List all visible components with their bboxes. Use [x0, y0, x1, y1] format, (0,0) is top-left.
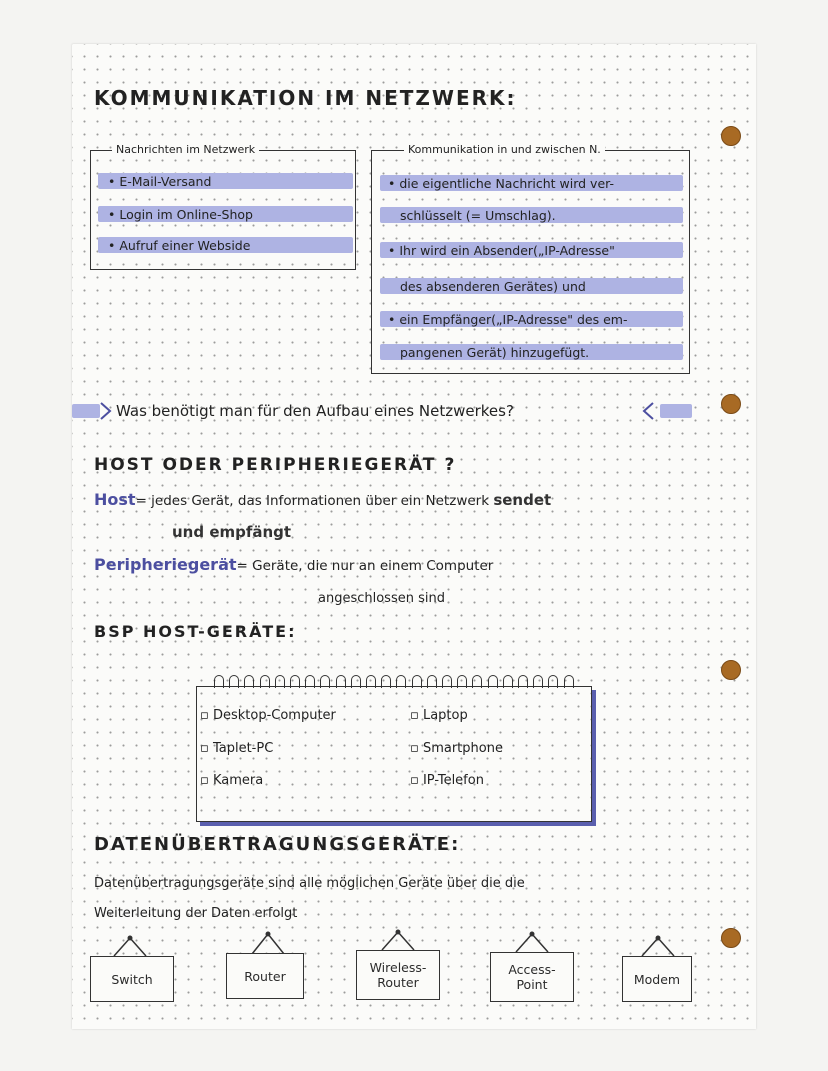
- wireless-router-box: [356, 950, 440, 1000]
- modem-box: Modem: [622, 956, 692, 1002]
- punch-hole: [721, 928, 741, 948]
- list-item: pangenen Gerät) hinzugefügt.: [400, 345, 590, 360]
- switch-box: Switch: [90, 956, 174, 1002]
- messages-box-label: Nachrichten im Netzwerk: [112, 143, 259, 156]
- question-text: Was benötigt man für den Aufbau eines Netzwerkes?: [116, 402, 514, 420]
- list-item: • die eigentliche Nachricht wird ver-: [388, 176, 614, 191]
- host-definition: Host= jedes Gerät, das Informationen über ein Netzwerk sendet: [94, 490, 552, 509]
- notepad-spiral: [214, 675, 574, 689]
- device-item: ▫ IP-Telefon: [410, 773, 484, 788]
- list-item: • Ihr wird ein Absender(„IP-Adresse": [388, 243, 615, 258]
- device-item: ▫ Taplet-PC: [200, 741, 274, 756]
- router-box: Router: [226, 953, 304, 999]
- device-item: ▫ Laptop: [410, 708, 468, 723]
- host-title: HOST ODER PERIPHERIEGERÄT ?: [94, 455, 457, 475]
- transfer-definition-cont: Weiterleitung der Daten erfolgt: [94, 906, 298, 921]
- access-point-label: Access- Point: [508, 962, 556, 992]
- list-item: • E-Mail-Versand: [108, 174, 212, 189]
- punch-hole: [721, 394, 741, 414]
- transfer-definition: Datenübertragungsgeräte sind alle möglichen Geräte über die die: [94, 876, 525, 891]
- peripheral-definition-cont: angeschlossen sind: [318, 591, 445, 606]
- device-item: ▫ Kamera: [200, 773, 264, 788]
- device-item: ▫ Smartphone: [410, 741, 503, 756]
- list-item: • Login im Online-Shop: [108, 207, 253, 222]
- peripheral-definition: Peripheriegerät= Geräte, die nur an einem Computer: [94, 555, 494, 574]
- punch-hole: [721, 126, 741, 146]
- device-item: ▫ Desktop-Computer: [200, 708, 336, 723]
- list-item: • Aufruf einer Webside: [108, 238, 251, 253]
- arrow-icon: [640, 400, 656, 422]
- arrow-icon: [98, 400, 114, 422]
- host-definition-cont: und empfängt: [172, 523, 292, 541]
- examples-title: BSP HOST-GERÄTE:: [94, 622, 297, 641]
- question-marker-left: [72, 404, 100, 418]
- hanger-icon: [108, 934, 152, 958]
- hanger-icon: [636, 934, 680, 958]
- transfer-title: DATENÜBERTRAGUNGSGERÄTE:: [94, 834, 461, 855]
- hanger-icon: [376, 928, 420, 952]
- page-title: KOMMUNIKATION IM NETZWERK:: [94, 86, 517, 110]
- wireless-router-label: Wireless- Router: [369, 960, 427, 990]
- list-item: des absenderen Gerätes) und: [400, 279, 586, 294]
- list-item: • ein Empfänger(„IP-Adresse" des em-: [388, 312, 628, 327]
- communication-box-label: Kommunikation in und zwischen N.: [404, 143, 605, 156]
- list-item: schlüsselt (= Umschlag).: [400, 208, 556, 223]
- punch-hole: [721, 660, 741, 680]
- access-point-box: [490, 952, 574, 1002]
- hanger-icon: [510, 930, 554, 954]
- question-marker-right: [660, 404, 692, 418]
